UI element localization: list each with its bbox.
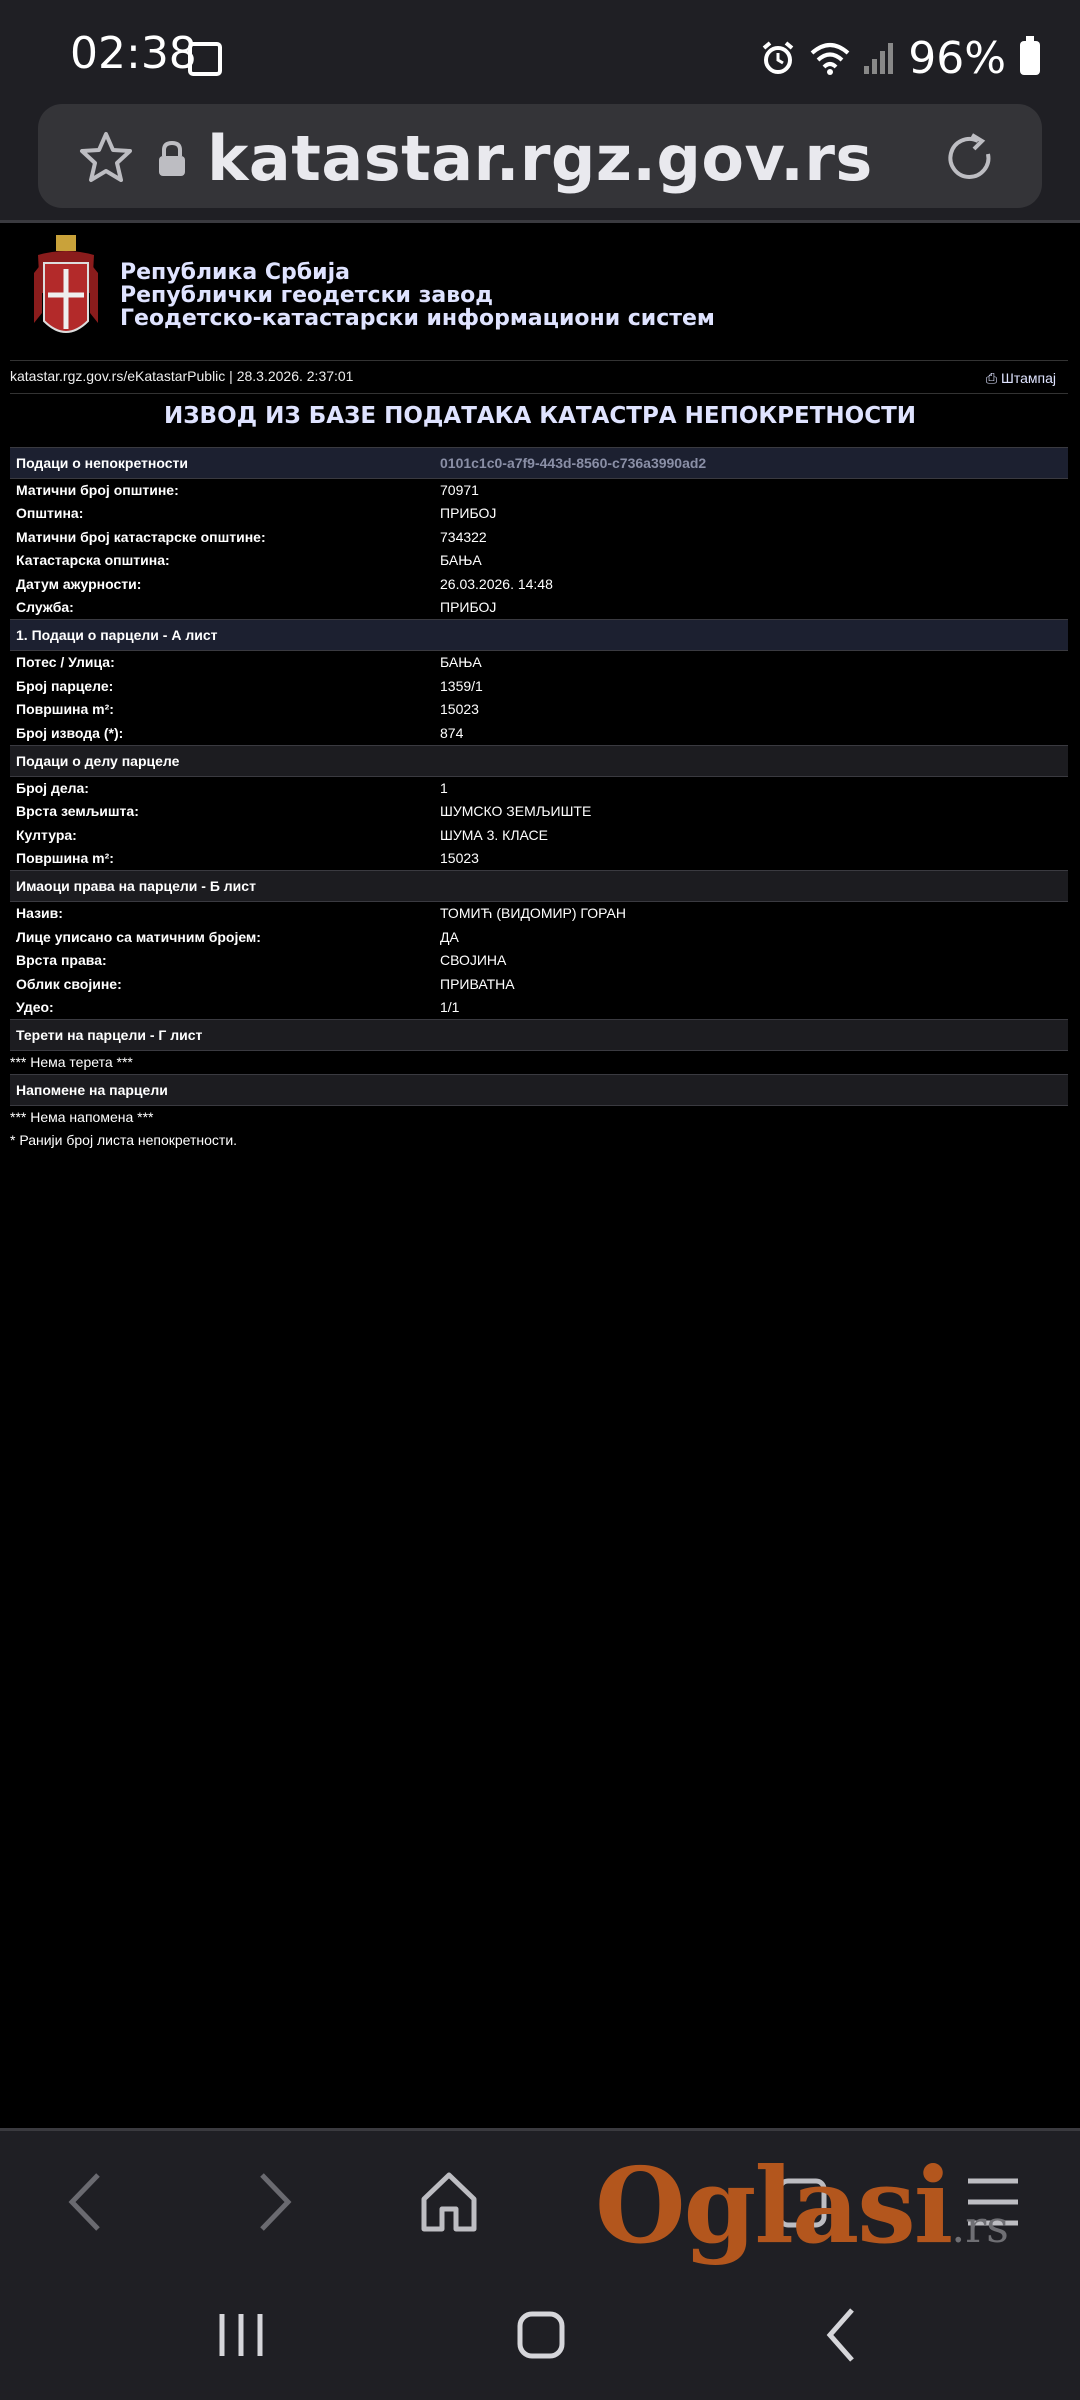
table-row (10, 502, 1068, 525)
row-label: Матични број катастарске општине: (16, 528, 266, 545)
table-row (10, 926, 1068, 949)
site-titles (120, 261, 715, 330)
section-notes: Напомене на парцели (10, 1074, 1068, 1106)
row-label: Површина m²: (16, 701, 114, 718)
row-label: Датум ажурности: (16, 575, 142, 592)
alarm-icon (760, 40, 796, 76)
row-label: Потес / Улица: (16, 654, 115, 671)
reload-icon[interactable] (942, 130, 998, 186)
recent-apps-icon[interactable] (206, 2300, 276, 2370)
row-value: ПРИБОЈ (440, 505, 497, 522)
row-value: ТОМИЋ (ВИДОМИР) ГОРАН (440, 905, 626, 922)
table-row (10, 526, 1068, 549)
section-burdens: Терети на парцели - Г лист (10, 1019, 1068, 1051)
table-row (10, 722, 1068, 745)
battery-icon (1020, 41, 1040, 75)
row-value: БАЊА (440, 654, 482, 671)
row-value: 734322 (440, 528, 487, 545)
section-owners: Имаоци права на парцели - Б лист (10, 870, 1068, 902)
header-institute: Републички геодетски завод (120, 283, 494, 308)
page-title: ИЗВОД ИЗ БАЗЕ ПОДАТАКА КАТАСТРА НЕПОКРЕТНОСТИ (163, 403, 917, 429)
table-row (10, 777, 1068, 800)
part-rows (10, 777, 1068, 871)
table-row (10, 800, 1068, 823)
address-bar[interactable] (38, 104, 1042, 208)
table-row (10, 973, 1068, 996)
site-header (0, 223, 1080, 358)
row-value: 1/1 (440, 999, 460, 1016)
status-time: 02:38 (70, 28, 197, 79)
row-value: 26.03.2026. 14:48 (440, 575, 553, 592)
notes-text: *** Нема напомена *** (10, 1109, 154, 1126)
row-value: ПРИВАТНА (440, 975, 515, 992)
property-rows (10, 479, 1068, 619)
row-label: Катастарска општина: (16, 552, 170, 569)
oglasi-watermark-logo: Oglasi.rs (595, 2144, 1009, 2267)
footnote-text: * Ранији број листа непокретности. (10, 1132, 238, 1149)
row-label: Удео: (16, 999, 54, 1016)
wifi-icon (810, 41, 850, 75)
section-property: Подаци о непокретности 0101c1c0-a7f9-443d-8560-c736a3990ad2 (10, 447, 1068, 479)
system-navigation-bar (0, 2270, 1080, 2400)
row-label: Служба: (16, 598, 74, 615)
status-bar (0, 0, 1080, 100)
table-row (10, 651, 1068, 674)
row-label: Назив: (16, 905, 63, 922)
serbia-coat-of-arms-icon (32, 233, 100, 345)
row-value: СВОЈИНА (440, 952, 507, 969)
row-value: 874 (440, 724, 464, 741)
row-value: БАЊА (440, 552, 482, 569)
row-label: Број извода (*): (16, 724, 124, 741)
forward-arrow-icon[interactable] (238, 2167, 308, 2237)
burdens-text: *** Нема терета *** (10, 1054, 133, 1071)
row-label: Лице уписано са матичним бројем: (16, 928, 261, 945)
extract-table (10, 447, 1068, 1152)
home-icon[interactable] (414, 2167, 484, 2237)
table-row (10, 698, 1068, 721)
signal-icon (864, 42, 894, 74)
status-icons (760, 28, 1040, 88)
section-parcel: 1. Подаци о парцели - А лист (10, 619, 1068, 651)
row-value: 1 (440, 779, 448, 796)
table-row (10, 949, 1068, 972)
table-row (10, 573, 1068, 596)
source-text: katastar.rgz.gov.rs/eKatastarPublic | 28.3.2026. 2:37:01 (10, 368, 354, 384)
battery-percent: 96% (908, 32, 1006, 84)
table-row (10, 596, 1068, 619)
gallery-notification-icon (188, 42, 222, 76)
row-value: ДА (440, 928, 459, 945)
row-value: 15023 (440, 701, 479, 718)
table-row (10, 479, 1068, 502)
section-part: Подаци о делу парцеле (10, 745, 1068, 777)
owners-rows (10, 902, 1068, 1019)
row-value: ПРИБОЈ (440, 598, 497, 615)
parcel-rows (10, 651, 1068, 745)
property-id: 0101c1c0-a7f9-443d-8560-c736a3990ad2 (440, 455, 707, 471)
row-label: Облик својине: (16, 975, 122, 992)
row-value: ШУМСКО ЗЕМЉИШТЕ (440, 803, 592, 820)
table-row (10, 824, 1068, 847)
row-label: Врста права: (16, 952, 107, 969)
print-link[interactable]: ⎙ Штампај (985, 370, 1056, 386)
row-value: 1359/1 (440, 677, 483, 694)
header-republic: Република Србија (120, 260, 350, 285)
table-row (10, 675, 1068, 698)
row-value: 15023 (440, 850, 479, 867)
header-system: Геодетско-катастарски информациони систем (120, 306, 715, 331)
back-arrow-icon[interactable] (52, 2167, 122, 2237)
printer-icon: ⎙ (985, 370, 1002, 386)
home-button-icon[interactable] (506, 2300, 576, 2370)
table-row (10, 902, 1068, 925)
row-label: Општина: (16, 505, 84, 522)
row-value: 70971 (440, 482, 479, 498)
url-text[interactable]: katastar.rgz.gov.rs (207, 122, 873, 195)
table-row (10, 996, 1068, 1019)
row-label: Површина m²: (16, 850, 114, 867)
browser-toolbar (0, 100, 1080, 223)
system-back-icon[interactable] (808, 2300, 878, 2370)
row-value: ШУМА 3. КЛАСЕ (440, 826, 549, 843)
row-label: Број парцеле: (16, 677, 114, 694)
table-row (10, 549, 1068, 572)
browser-bottom-bar (0, 2128, 1080, 2273)
row-label: Врста земљишта: (16, 803, 139, 820)
table-row (10, 847, 1068, 870)
source-line (10, 360, 1068, 394)
row-label: Култура: (16, 826, 77, 843)
page-content (0, 223, 1080, 2128)
row-label: Број дела: (16, 779, 89, 796)
row-label: Матични број општине: (16, 482, 179, 498)
